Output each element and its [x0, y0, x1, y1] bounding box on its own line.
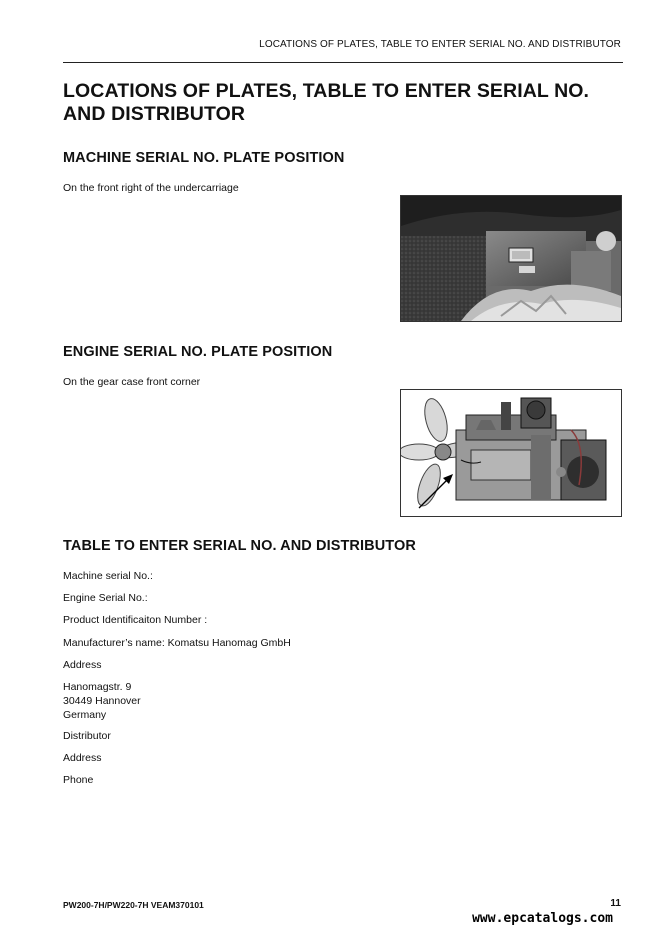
engine-serial-field: Engine Serial No.: [63, 592, 148, 604]
product-id-field: Product Identificaiton Number : [63, 614, 208, 626]
address-line-1: Hanomagstr. 9 [63, 681, 132, 693]
machine-plate-description: On the front right of the undercarriage [63, 182, 239, 194]
engine-plate-description: On the gear case front corner [63, 376, 201, 388]
manufacturer-field: Manufacturer’s name: Komatsu Hanomag GmbH [63, 637, 291, 649]
distributor-address-field: Address [63, 752, 102, 764]
page-title-line-2: AND DISTRIBUTOR [63, 103, 246, 125]
watermark-text: www.epcatalogs.com [472, 911, 613, 926]
engine-plate-illustration [400, 389, 622, 517]
machine-serial-field: Machine serial No.: [63, 570, 153, 582]
distributor-field: Distributor [63, 730, 111, 742]
address-label: Address [63, 659, 102, 671]
address-line-2: 30449 Hannover [63, 695, 141, 707]
phone-field: Phone [63, 774, 94, 786]
page-number: 11 [610, 898, 621, 909]
footer-model-code: PW200-7H/PW220-7H VEAM370101 [63, 900, 204, 910]
engine-plate-heading: ENGINE SERIAL NO. PLATE POSITION [63, 344, 333, 360]
machine-plate-heading: MACHINE SERIAL NO. PLATE POSITION [63, 150, 345, 166]
header-rule [63, 62, 623, 63]
table-heading: TABLE TO ENTER SERIAL NO. AND DISTRIBUTOR [63, 538, 416, 554]
engine-illustration-image [401, 390, 621, 516]
page-title-line-1: LOCATIONS OF PLATES, TABLE TO ENTER SERIAL NO. [63, 80, 590, 102]
machine-plate-photo [400, 195, 622, 322]
running-header: LOCATIONS OF PLATES, TABLE TO ENTER SERIAL NO. AND DISTRIBUTOR [259, 39, 621, 50]
address-line-3: Germany [63, 709, 107, 721]
machine-plate-photo-image [401, 196, 621, 321]
page-title [63, 80, 623, 126]
